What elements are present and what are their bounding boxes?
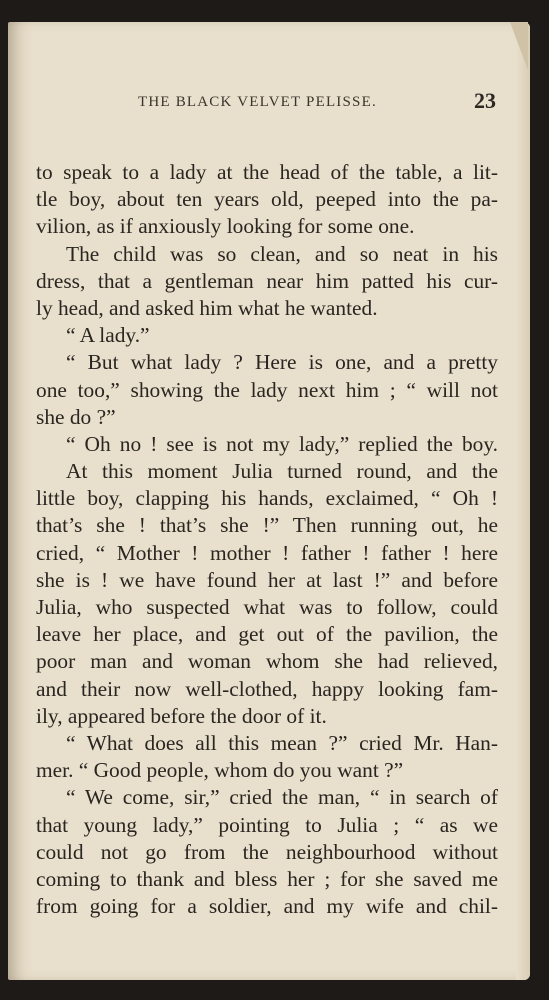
text-line: poor man and woman whom she had relieved, [36, 649, 498, 674]
text-line: she do ?” [36, 404, 116, 429]
text-line: ly head, and asked him what he wanted. [36, 295, 378, 320]
text-line: The child was so clean, and so neat in his [66, 241, 498, 266]
text-line: “ What does all this mean ?” cried Mr. Han- [66, 730, 498, 755]
book-page [8, 22, 530, 980]
text-line: mer. “ Good people, whom do you want ?” [36, 758, 404, 783]
text-line: to speak to a lady at the head of the table, a lit- [36, 160, 498, 184]
page-number: 23 [474, 88, 496, 113]
text-line: ily, appeared before the door of it. [36, 703, 327, 728]
text-line: vilion, as if anxiously looking for some one. [36, 214, 415, 239]
text-line: cried, “ Mother ! mother ! father ! father ! here [36, 540, 498, 565]
text-line: she is ! we have found her at last !” and before [36, 567, 498, 592]
page-edge [516, 22, 530, 980]
text-line: leave her place, and get out of the pavilion, the [36, 622, 498, 647]
running-head: THE BLACK VELVET PELISSE. [138, 94, 377, 110]
text-line: dress, that a gentleman near him patted his cur- [36, 268, 498, 293]
text-line: one too,” showing the lady next him ; “ will not [36, 377, 498, 402]
folded-corner [510, 22, 528, 70]
text-line: “ But what lady ? Here is one, and a pretty [66, 350, 498, 375]
text-line: coming to thank and bless her ; for she saved me [36, 866, 498, 891]
text-line: that’s she ! that’s she !” Then running out, he [36, 513, 498, 538]
text-line: “ We come, sir,” cried the man, “ in search of [66, 785, 498, 810]
text-line: could not go from the neighbourhood without [36, 839, 498, 864]
text-line: “ Oh no ! see is not my lady,” replied the boy. [66, 431, 498, 456]
body-text [36, 159, 498, 920]
text-line: Julia, who suspected what was to follow, could [36, 595, 498, 619]
text-line: little boy, clapping his hands, exclaimed, “ Oh ! [36, 486, 498, 511]
text-line: from going for a soldier, and my wife and chil- [36, 894, 498, 919]
text-line: that young lady,” pointing to Julia ; “ as we [36, 812, 498, 837]
text-line: and their now well-clothed, happy looking fam- [36, 676, 498, 701]
text-line: “ A lady.” [66, 323, 150, 348]
text-line: At this moment Julia turned round, and the [66, 459, 498, 484]
text-line: tle boy, about ten years old, peeped into the pa- [36, 187, 498, 212]
